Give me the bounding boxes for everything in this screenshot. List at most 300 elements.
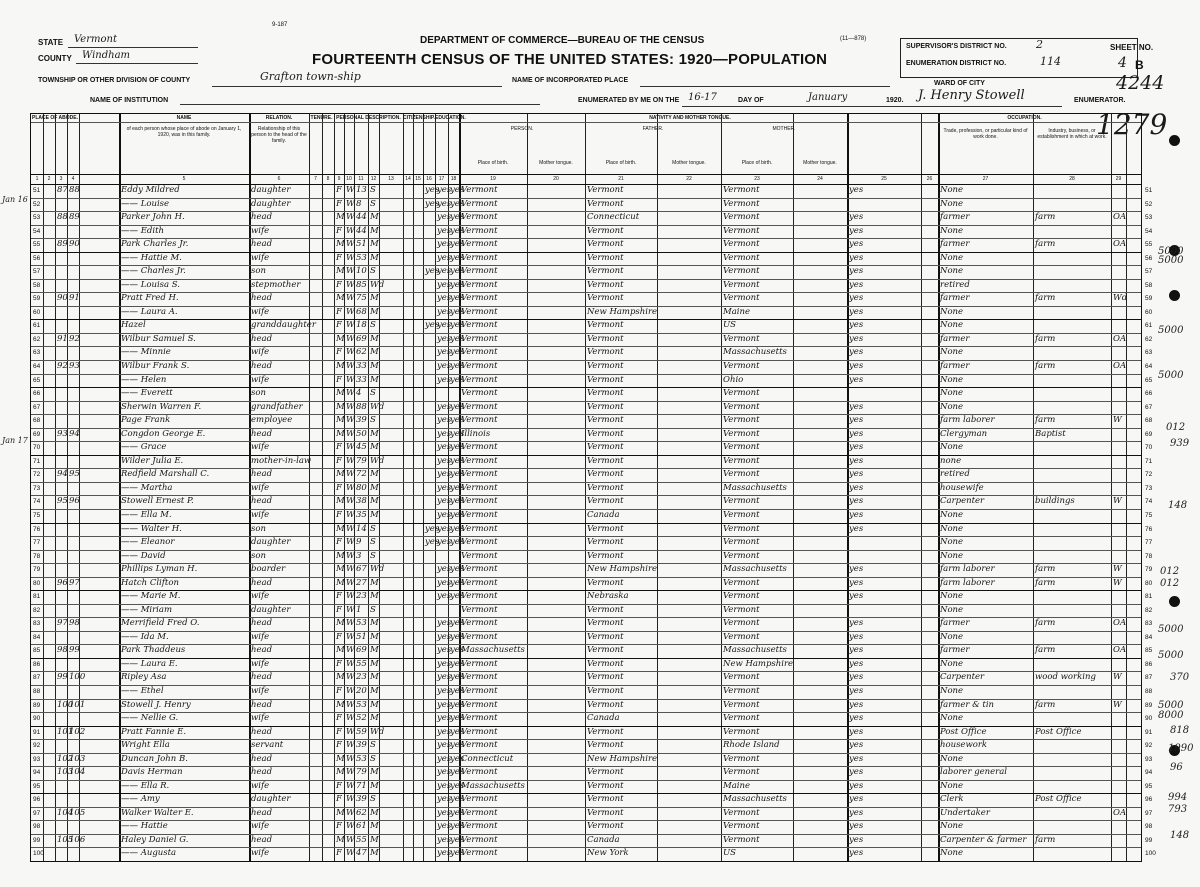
township-label: TOWNSHIP OR OTHER DIVISION OF COUNTY [38, 77, 191, 84]
cell-race: W [346, 469, 355, 480]
cell-eng: yes [849, 306, 864, 317]
line-number: 93 [1145, 755, 1153, 763]
cell-birth: Vermont [461, 415, 498, 426]
line-number: 69 [1145, 430, 1153, 438]
cell-race: W [346, 239, 355, 250]
cell-read: yes [437, 509, 452, 520]
line-number: 80 [1145, 579, 1153, 587]
line-number: 71 [1145, 457, 1153, 465]
cell-mother: Massachusetts [723, 794, 787, 805]
cell-mother: Vermont [723, 550, 760, 561]
cell-name: —— Amy [121, 794, 160, 805]
cell-family: 93 [69, 361, 80, 372]
cell-eng: yes [849, 509, 864, 520]
cell-sex: M [336, 212, 345, 223]
cell-birth: Vermont [461, 482, 498, 493]
margin-note: 5000 [1158, 246, 1184, 257]
cell-write: yes [450, 509, 465, 520]
line-number: 84 [1145, 633, 1153, 641]
supervisor-value: 2 [1036, 38, 1043, 51]
enumerator-name: J. Henry Stowell [918, 88, 1025, 103]
cell-name: —— Charles Jr. [121, 266, 186, 277]
cell-name: Ripley Asa [121, 672, 167, 683]
column-number: 14 [405, 176, 411, 182]
cell-trade: None [940, 185, 964, 195]
cell-race: W [346, 807, 355, 818]
cell-relation: wife [251, 252, 270, 263]
column-divider [1111, 114, 1112, 861]
cell-read: yes [437, 239, 452, 250]
cell-father: Vermont [587, 821, 624, 832]
cell-father: Vermont [587, 198, 624, 209]
cell-dwelling: 95 [57, 496, 68, 507]
cell-family: 88 [69, 185, 80, 195]
cell-eng: yes [849, 252, 864, 263]
cell-family: 91 [69, 293, 80, 304]
cell-eng: yes [849, 713, 864, 724]
cell-father: Vermont [587, 631, 624, 642]
cell-family: 99 [69, 645, 80, 656]
cell-read: yes [437, 685, 452, 696]
line-number-left: 56 [33, 254, 41, 262]
cell-write: yes [450, 401, 465, 412]
cell-name: —— Louisa S. [121, 279, 181, 290]
cell-father: Vermont [587, 320, 624, 331]
cell-eng: yes [849, 469, 864, 480]
cell-read: yes [437, 415, 452, 426]
cell-mother: Vermont [723, 523, 760, 534]
cell-sex: M [336, 496, 345, 507]
state-value: Vermont [74, 34, 117, 45]
line-number-left: 51 [33, 187, 41, 194]
cell-name: —— Edith [121, 225, 164, 236]
column-number: 13 [388, 176, 394, 182]
state-label: STATE [38, 38, 64, 47]
cell-read: yes [437, 212, 452, 223]
cell-marital: M [370, 699, 379, 710]
cell-read: yes [437, 658, 452, 669]
line-number-left: 90 [33, 715, 41, 723]
cell-mother: Massachusetts [723, 347, 787, 358]
punch-hole [1169, 135, 1180, 146]
cell-birth: Vermont [461, 834, 498, 845]
cell-trade: None [940, 537, 964, 548]
cell-read: yes [437, 361, 452, 372]
cell-name: —— Ethel [121, 685, 164, 696]
cell-industry: farm [1035, 645, 1056, 656]
cell-read: yes [437, 618, 452, 629]
column-divider [322, 114, 323, 861]
cell-mother: Vermont [723, 591, 760, 602]
cell-eng: yes [849, 482, 864, 493]
cell-marital: M [370, 212, 379, 223]
line-number-left: 97 [33, 809, 41, 817]
cell-birth: Vermont [461, 293, 498, 304]
cell-eng: yes [849, 374, 864, 385]
cell-read: yes [437, 631, 452, 642]
cell-write: yes [450, 428, 465, 439]
column-number: 5 [182, 176, 186, 182]
column-divider [55, 114, 56, 861]
cell-trade: Carpenter [940, 496, 985, 507]
cell-relation: head [251, 496, 273, 507]
line-number: 91 [1145, 728, 1153, 736]
cell-father: Vermont [587, 279, 624, 290]
column-number: 11 [358, 176, 364, 182]
cell-name: —— Grace [121, 442, 167, 453]
cell-birth: Vermont [461, 672, 498, 683]
enumerated-label: ENUMERATED BY ME ON THE [578, 97, 680, 104]
cell-age: 51 [356, 239, 367, 250]
cell-read: yes [437, 577, 452, 588]
cell-family: 95 [69, 469, 80, 480]
cell-trade: None [940, 509, 964, 520]
cell-sex: M [336, 807, 345, 818]
punch-hole [1169, 290, 1180, 301]
cell-name: —— David [121, 550, 166, 561]
cell-father: Vermont [587, 252, 624, 263]
cell-marital: S [370, 185, 376, 195]
mother-tongue-person: Mother tongue. [539, 160, 573, 166]
cell-eng: yes [849, 333, 864, 344]
column-divider [1126, 114, 1127, 861]
cell-write: yes [450, 645, 465, 656]
cell-write: yes [450, 523, 465, 534]
cell-sex: M [336, 550, 345, 561]
cell-write: yes [450, 455, 465, 466]
cell-dwelling: 92 [57, 361, 68, 372]
cell-relation: head [251, 212, 273, 223]
cell-cls: W [1113, 699, 1122, 710]
cell-marital: M [370, 807, 379, 818]
cell-eng: yes [849, 577, 864, 588]
cell-mother: Vermont [723, 604, 760, 615]
cell-age: 1 [356, 604, 362, 615]
cell-write: yes [450, 834, 465, 845]
cell-family: 92 [69, 333, 80, 344]
cell-trade: Carpenter [940, 672, 985, 683]
cell-father: Vermont [587, 618, 624, 629]
cell-marital: M [370, 509, 379, 520]
mother-subhead: MOTHER. [772, 126, 796, 132]
cell-relation: head [251, 726, 273, 737]
cell-eng: yes [849, 564, 864, 575]
line-number: 75 [1145, 511, 1153, 519]
cell-age: 20 [356, 685, 367, 696]
cell-race: W [346, 767, 355, 778]
line-number-left: 71 [33, 457, 41, 465]
column-number: 17 [438, 176, 445, 182]
cell-relation: son [251, 388, 266, 399]
line-number: 66 [1145, 390, 1153, 398]
cell-trade: laborer general [940, 767, 1008, 778]
cell-mother: Vermont [723, 388, 760, 399]
cell-read: yes [437, 523, 452, 534]
cell-mother: New Hampshire [723, 658, 794, 669]
cell-name: —— Augusta [121, 848, 177, 859]
cell-mother: Vermont [723, 713, 760, 724]
cell-father: Vermont [587, 225, 624, 236]
sheet-value: 4 [1118, 55, 1127, 71]
cell-marital: S [370, 794, 376, 805]
line-number-left: 54 [33, 227, 41, 235]
column-number: 15 [415, 176, 421, 182]
cell-sex: F [336, 537, 342, 548]
cell-sex: M [336, 834, 345, 845]
cell-mother: Maine [723, 780, 750, 791]
cell-trade: farmer [940, 618, 970, 629]
cell-dwelling: 96 [57, 577, 68, 588]
cell-race: W [346, 645, 355, 656]
cell-relation: mother-in-law [251, 455, 312, 466]
cell-write: yes [450, 780, 465, 791]
column-number: 4 [71, 176, 75, 182]
cell-eng: yes [849, 685, 864, 696]
cell-relation: head [251, 834, 273, 845]
line-number-left: 52 [33, 200, 41, 208]
cell-industry: farm [1035, 333, 1056, 344]
column-number: 6 [277, 176, 281, 182]
cell-cls: OA [1113, 645, 1127, 656]
cell-sex: M [336, 361, 345, 372]
industry-subhead: Industry, business, or establishment in which at work. [1037, 128, 1107, 140]
cell-father: Vermont [587, 550, 624, 561]
cell-relation: head [251, 753, 273, 764]
cell-birth: Massachusetts [461, 645, 525, 656]
cell-name: Phillips Lyman H. [121, 564, 198, 575]
cell-trade: None [940, 320, 964, 331]
sheet-label: SHEET NO. [1110, 43, 1154, 52]
cell-name: —— Ella R. [121, 780, 170, 791]
cell-family: 96 [69, 496, 80, 507]
cell-marital: Wd [370, 564, 385, 575]
cell-write: yes [450, 685, 465, 696]
cell-eng: yes [849, 361, 864, 372]
margin-note: 370 [1170, 672, 1190, 683]
cell-name: —— Hattie [121, 821, 168, 832]
cell-sex: M [336, 672, 345, 683]
relation-description: Relationship of this person to the head of the family. [251, 126, 307, 144]
cell-relation: wife [251, 591, 270, 602]
cell-industry: farm [1035, 293, 1056, 304]
cell-birth: Vermont [461, 347, 498, 358]
cell-birth: Vermont [461, 713, 498, 724]
cell-birth: Vermont [461, 442, 498, 453]
cell-birth: Illinois [461, 428, 491, 439]
cell-write: yes [450, 333, 465, 344]
column-divider [1033, 114, 1034, 861]
cell-sex: F [336, 780, 342, 791]
cell-relation: head [251, 807, 273, 818]
cell-sex: F [336, 685, 342, 696]
cell-write: yes [450, 239, 465, 250]
cell-birth: Vermont [461, 455, 498, 466]
cell-trade: None [940, 306, 964, 317]
cell-relation: daughter [251, 537, 291, 548]
cell-race: W [346, 658, 355, 669]
line-number: 70 [1145, 444, 1153, 452]
cell-sex: F [336, 198, 342, 209]
column-number: 25 [881, 176, 887, 182]
cell-marital: M [370, 685, 379, 696]
cell-mother: Vermont [723, 333, 760, 344]
cell-eng: yes [849, 347, 864, 358]
cell-industry: farm [1035, 239, 1056, 250]
cell-marital: M [370, 848, 379, 859]
margin-note: 012 [1160, 578, 1180, 589]
cell-eng: yes [849, 631, 864, 642]
column-number: 10 [346, 176, 352, 182]
cell-marital: M [370, 631, 379, 642]
cell-father: Vermont [587, 239, 624, 250]
cell-age: 67 [356, 564, 367, 575]
cell-marital: S [370, 550, 376, 561]
cell-write: yes [450, 699, 465, 710]
cell-trade: farmer [940, 645, 970, 656]
cell-marital: M [370, 252, 379, 263]
cell-birth: Vermont [461, 523, 498, 534]
cell-father: Vermont [587, 415, 624, 426]
cell-sex: M [336, 753, 345, 764]
cell-read: yes [437, 374, 452, 385]
cell-age: 23 [356, 591, 367, 602]
cell-read: yes [437, 320, 452, 331]
cell-trade: retired [940, 469, 970, 480]
cell-age: 13 [356, 185, 367, 195]
cell-relation: head [251, 767, 273, 778]
cell-relation: head [251, 469, 273, 480]
line-number: 64 [1145, 363, 1153, 371]
cell-age: 33 [356, 374, 367, 385]
cell-read: yes [437, 807, 452, 818]
cell-read: yes [437, 496, 452, 507]
cell-marital: M [370, 577, 379, 588]
line-number: 77 [1145, 539, 1153, 547]
cell-race: W [346, 401, 355, 412]
line-number: 68 [1145, 417, 1153, 425]
cell-father: New York [587, 848, 629, 859]
cell-write: yes [450, 306, 465, 317]
cell-race: W [346, 753, 355, 764]
cell-mother: Vermont [723, 212, 760, 223]
cell-eng: yes [849, 591, 864, 602]
cell-father: Vermont [587, 266, 624, 277]
cell-sex: F [336, 591, 342, 602]
cell-sex: F [336, 185, 342, 195]
cell-birth: Vermont [461, 198, 498, 209]
cell-race: W [346, 225, 355, 236]
cell-dwelling: 104 [57, 807, 74, 818]
cell-cls: OA [1113, 618, 1127, 629]
cell-trade: None [940, 658, 964, 669]
cell-sex: F [336, 225, 342, 236]
column-number: 16 [426, 176, 432, 182]
cell-dwelling: 88 [57, 212, 68, 223]
cell-name: Pratt Fred H. [121, 293, 179, 304]
cell-birth: Connecticut [461, 753, 514, 764]
cell-trade: none [940, 455, 962, 466]
line-number-left: 63 [33, 349, 41, 357]
cell-name: Wilbur Frank S. [121, 361, 190, 372]
cell-trade: housewife [940, 482, 984, 493]
line-number: 54 [1145, 227, 1153, 235]
cell-eng: yes [849, 645, 864, 656]
cell-write: yes [450, 496, 465, 507]
cell-father: Vermont [587, 428, 624, 439]
cell-trade: None [940, 523, 964, 534]
cell-dwelling: 102 [57, 753, 74, 764]
cell-family: 103 [69, 753, 86, 764]
cell-school: yes [425, 266, 440, 277]
cell-birth: Vermont [461, 361, 498, 372]
line-number-left: 93 [33, 755, 41, 763]
cell-father: Vermont [587, 577, 624, 588]
cell-birth: Vermont [461, 577, 498, 588]
cell-trade: Carpenter & farmer [940, 834, 1027, 845]
cell-trade: farmer [940, 239, 970, 250]
cell-write: yes [450, 212, 465, 223]
cell-eng: yes [849, 320, 864, 331]
cell-birth: Vermont [461, 401, 498, 412]
line-number: 100 [1145, 850, 1156, 858]
cell-marital: M [370, 239, 379, 250]
cell-read: yes [437, 185, 452, 195]
cell-eng: yes [849, 279, 864, 290]
line-number-left: 79 [33, 566, 41, 574]
name-description: of each person whose place of abode on January 1, 1920, was in this family. [126, 126, 242, 138]
cell-father: New Hampshire [587, 753, 658, 764]
column-divider [368, 114, 369, 861]
cell-race: W [346, 834, 355, 845]
line-number-left: 59 [33, 295, 41, 303]
cell-mother: Vermont [723, 509, 760, 520]
cell-write: yes [450, 713, 465, 724]
cell-age: 8 [356, 198, 362, 209]
line-number: 87 [1145, 674, 1153, 682]
cell-father: Connecticut [587, 212, 640, 223]
column-divider [527, 114, 528, 861]
census-table [30, 113, 1156, 862]
cell-relation: head [251, 577, 273, 588]
cell-family: 90 [69, 239, 80, 250]
place-of-birth-mother: Place of birth. [741, 160, 773, 166]
cell-trade: retired [940, 279, 970, 290]
cell-read: yes [437, 455, 452, 466]
cell-mother: Vermont [723, 198, 760, 209]
cell-father: Vermont [587, 604, 624, 615]
cell-mother: Massachusetts [723, 564, 787, 575]
cell-race: W [346, 618, 355, 629]
column-divider [657, 114, 658, 861]
cell-marital: S [370, 740, 376, 751]
cell-dwelling: 87 [57, 185, 68, 195]
cell-birth: Vermont [461, 807, 498, 818]
line-number-left: 86 [33, 660, 41, 668]
trade-subhead: Trade, profession, or particular kind of work done. [943, 128, 1028, 140]
cell-race: W [346, 198, 355, 209]
cell-sex: F [336, 631, 342, 642]
cell-age: 52 [356, 713, 367, 724]
cell-name: Wright Ella [121, 740, 170, 751]
cell-name: —— Walter H. [121, 523, 182, 534]
cell-birth: Massachusetts [461, 780, 525, 791]
cell-marital: M [370, 374, 379, 385]
cell-eng: yes [849, 767, 864, 778]
cell-age: 61 [356, 821, 367, 832]
column-divider [721, 114, 722, 861]
day-of-label: DAY OF [738, 97, 764, 104]
cell-father: New Hampshire [587, 306, 658, 317]
